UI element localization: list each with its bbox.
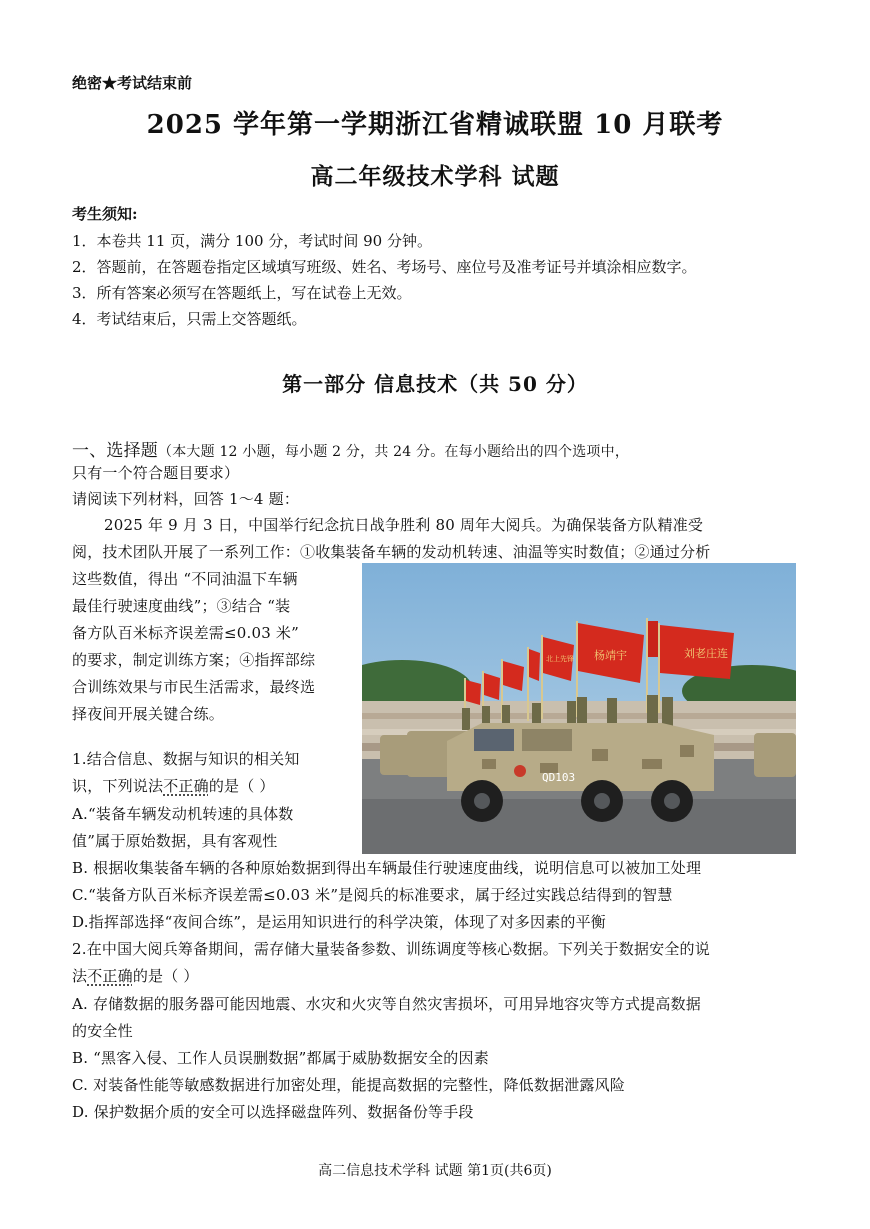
q2-emphasis: 不正确 [87,967,133,985]
material-line: 这些数值，得出 “不同油温下车辆 [72,570,298,588]
q1-option-a-cont: 值”属于原始数据，具有客观性 [72,832,278,850]
part-title: 第一部分 信息技术（共 50 分） [282,372,588,396]
q1-stem-line1: 1.结合信息、数据与知识的相关知 [72,750,300,768]
material-line: 2025 年 9 月 3 日，中国举行纪念抗日战争胜利 80 周年大阅兵。为确保装备方队精准受 [104,516,704,534]
parade-photo [362,563,796,854]
material-line: 合训练效果与市民生活需求，最终选 [72,678,316,696]
material-line: 择夜间开展关键合练。 [72,705,225,723]
notice-item: 3．所有答案必须写在答题纸上，写在试卷上无效。 [72,284,412,302]
read-prompt: 请阅读下列材料，回答 1～4 题： [72,490,300,508]
q2-stem-line1: 2.在中国大阅兵筹备期间，需存储大量装备参数、训练调度等核心数据。下列关于数据安全的说 [72,940,710,958]
material-line: 阅，技术团队开展了一系列工作：①收集装备车辆的发动机转速、油温等实时数值；②通过分析 [72,543,711,561]
notice-heading: 考生须知: [72,205,138,223]
notice-item: 2．答题前，在答题卷指定区域填写班级、姓名、考场号、座位号及准考证号并填涂相应数字。 [72,258,697,276]
parade-photo-illustration [362,563,796,854]
page-footer: 高二信息技术学科 试题 第1页(共6页) [318,1163,552,1179]
q2-option-b: B. “黑客入侵、工作人员误删数据”都属于威胁数据安全的因素 [72,1049,489,1067]
confidential-label: 绝密★考试结束前 [72,74,193,92]
exam-title: 2025 学年第一学期浙江省精诚联盟 10 月联考 [146,110,724,140]
vehicle-plate: QD103 [542,771,576,784]
q1-option-a: A.“装备车辆发动机转速的具体数 [72,805,294,823]
q1-option-c: C.“装备方队百米标齐误差需≤0.03 米”是阅兵的标准要求，属于经过实践总结得到的智慧 [72,886,673,904]
q2-option-c: C. 对装备性能等敏感数据进行加密处理，能提高数据的完整性，降低数据泄露风险 [72,1076,626,1094]
flag-text: 北上先锋 [546,655,574,663]
section-heading: 一、选择题 [72,441,158,461]
flag-text: 杨靖宇 [594,649,627,662]
section-heading-line [72,436,629,461]
flag-text: 刘老庄连 [684,647,728,660]
q2-option-a-cont: 的安全性 [72,1022,133,1040]
q2-option-a: A. 存储数据的服务器可能因地震、水灾和火灾等自然灾害损坏，可用异地容灾等方式提高数据 [72,995,701,1013]
q2-stem-text: 法 [72,967,88,985]
q1-stem-line2 [72,775,275,796]
q2-option-d: D. 保护数据介质的安全可以选择磁盘阵列、数据备份等手段 [72,1103,474,1121]
material-line: 备方队百米标齐误差需≤0.03 米” [72,624,300,642]
q1-option-d: D.指挥部选择“夜间合练”，是运用知识进行的科学决策，体现了对多因素的平衡 [72,913,607,931]
section-note-2: 只有一个符合题目要求） [72,464,240,482]
q1-stem-tail: 的是（ ） [208,777,275,795]
material-line: 的要求，制定训练方案；④指挥部综 [72,651,316,669]
q1-stem-text: 识，下列说法 [72,777,164,795]
section-note: （本大题 12 小题，每小题 2 分，共 24 分。在每小题给出的四个选项中， [158,444,630,460]
notice-item: 4．考试结束后，只需上交答题纸。 [72,310,307,328]
exam-subtitle: 高二年级技术学科 试题 [310,163,560,190]
q1-emphasis: 不正确 [163,777,209,795]
q1-option-b: B. 根据收集装备车辆的各种原始数据到得出车辆最佳行驶速度曲线，说明信息可以被加工处理 [72,859,702,877]
material-line: 最佳行驶速度曲线”；③结合 “装 [72,597,291,615]
notice-item: 1．本卷共 11 页，满分 100 分，考试时间 90 分钟。 [72,232,432,250]
q2-stem-line2 [72,965,199,986]
q2-stem-tail: 的是（ ） [132,967,199,985]
